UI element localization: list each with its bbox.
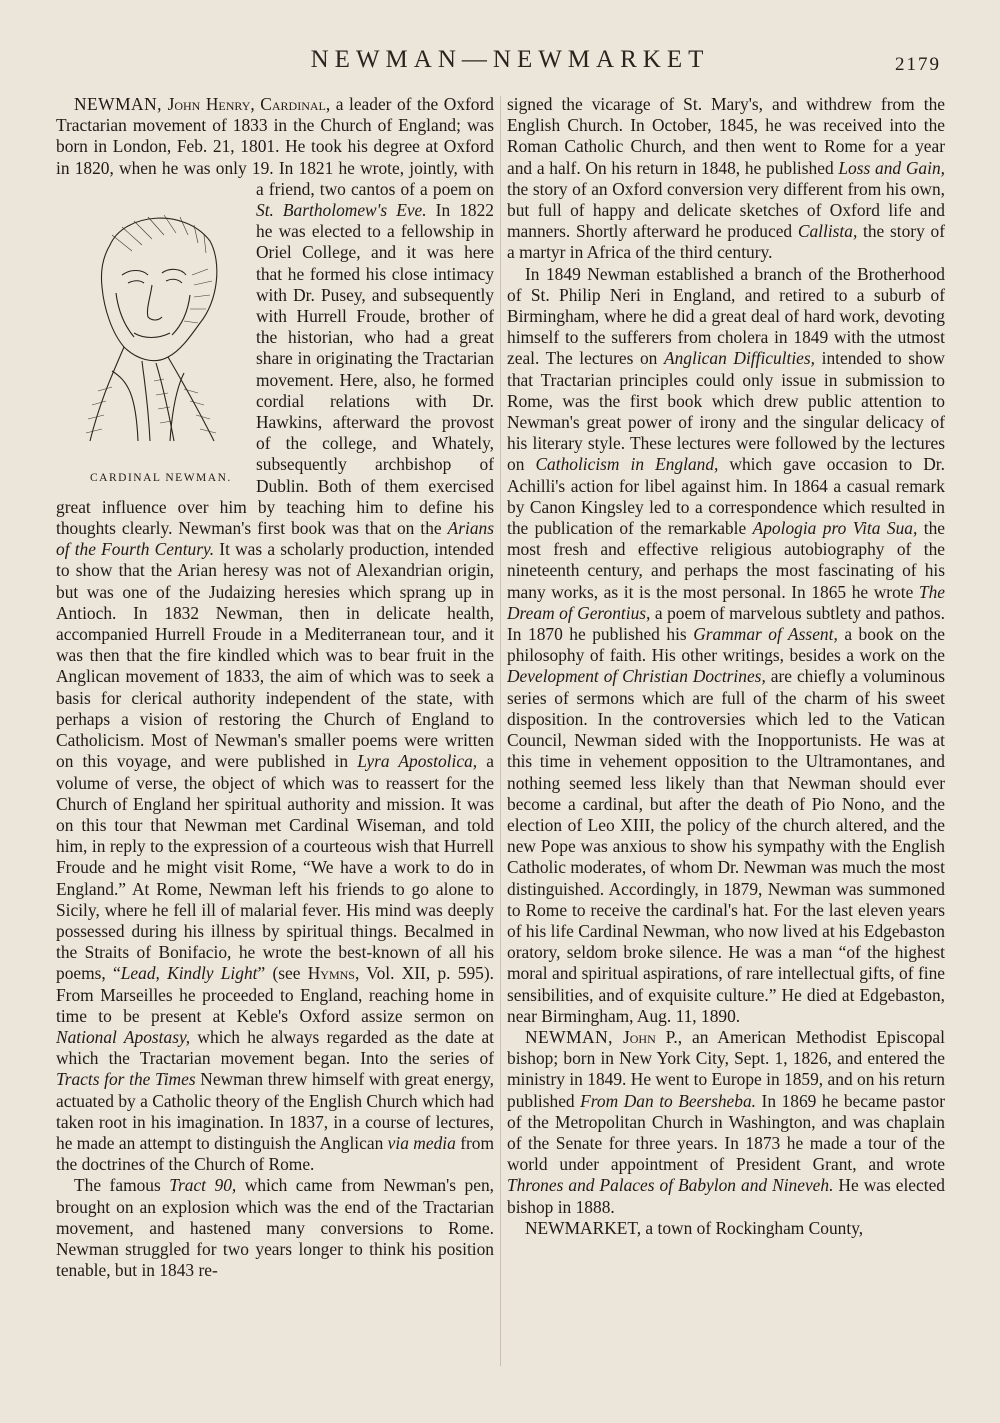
body-text: are chiefly a voluminous series of sermons which are full of the charm of his sweet disposition. In the controversies which led to the Vatican Council, Newman sided with the Inopportunists. He was at this time in vehement opposition to the Ultramontanes, and nothing seemed less likely than that Newman should ever become a cardinal, but after the death of Pio Nono, and the election of Leo XIII, the policy of the church altered, and the new Pope was anxious to show his sympathy with the English Catholic moderates, of whom Dr. Newman was much the most distinguished. Accordingly, in 1879, Newman was summoned to Rome to receive the cardinal's hat. For the last eleven years of his life Cardinal Newman, who now lived at his Edgebaston oratory, seldom broke silence. He was a man “of the highest moral and spiritual aspirations, of rare intellectual gifts, of fine sensibilities, and of exquisite culture.” He died at Edgebaston, near Birmingham, Aug. 11, 1890.: [507, 666, 945, 1026]
title-italic: Catholicism in England,: [535, 454, 719, 475]
figure-caption: CARDINAL NEWMAN.: [90, 471, 232, 484]
entry-name: John Henry, Cardinal,: [167, 94, 331, 114]
body-text: an American Methodist Episcopal bishop; born in New York City, Sept. 1, 1826, and entered the ministry in 1849. He went to Europe in 1859, and on his return published: [507, 1026, 945, 1111]
entry-headword: NEWMAN,: [74, 94, 163, 114]
right-column: [507, 94, 945, 1384]
body-text: from the doctrines of the Church of Rome.: [56, 1132, 494, 1175]
title-italic: Arians of the Fourth Century.: [56, 518, 494, 560]
body-text: In 1822 he was elected to a fellowship in Oriel College, and it was here that he formed his close intimacy with Dr. Pusey, and subsequently with Hurrell Froude, brother of the historian, who had a great share in originating the Tractarian movement. Here, also, he formed cordial relations with Dr. Hawkins, afterward the provost of the college, and Whately, subsequently archbishop of Dublin. Both of them exercised great influence over him by teaching him to define his thoughts clearly. Newman's first book was that on the: [56, 200, 494, 539]
title-italic: Development of Christian Doctrines,: [507, 666, 766, 687]
body-text: In 1869 he became pastor of the Metropolitan Church in Washington, and was chaplain of the Senate for three years. In 1873 he made a tour of the world under appointment of President Grant, and wrote: [507, 1090, 945, 1175]
body-text: NEWMARKET, a town of Rockingham County,: [525, 1217, 864, 1238]
title-italic: St. Bartholomew's Eve.: [256, 200, 427, 221]
page-title: NEWMAN—NEWMARKET: [310, 46, 710, 73]
body-text: He was elected bishop in 1888.: [507, 1175, 945, 1217]
body-text: In 1849 Newman established a branch of the Brotherhood of St. Philip Neri in England, and retired to a suburb of Birmingham, where he did a great deal of hard work, devoting himself to the sufferers from cholera in 1849 with the utmost zeal. The lectures on: [507, 263, 945, 369]
body-text: a leader of the Oxford Tractarian movement of 1833 in the Church of England; was born in London, Feb. 21, 1801. He took his degree at Oxford in 1820, when he was only 19. In 1821 he wrote, jointly, with a friend, two cantos of a poem on: [56, 94, 494, 199]
body-text: the story of a martyr in Africa of the third century.: [507, 221, 945, 263]
title-italic: From Dan to Beersheba.: [580, 1090, 757, 1111]
entry-newman-john-henry: [56, 94, 494, 1175]
title-italic: Callista,: [797, 221, 858, 242]
title-italic: Anglican Difficulties,: [663, 348, 816, 369]
title-italic: Grammar of Assent,: [693, 624, 838, 645]
portrait-figure: [56, 179, 250, 484]
title-italic: Thrones and Palaces of Babylon and Nineveh.: [507, 1175, 834, 1196]
body-text: the story of an Oxford conversion very different from his own, but full of happy and delicate sketches of Oxford life and manners. Shortly afterward he produced: [507, 178, 945, 242]
paragraph-tract-90: [56, 1175, 494, 1281]
entry-newmarket: [507, 1218, 945, 1239]
paragraph-1849: [507, 264, 945, 1027]
body-text: , Vol. XII, p. 595). From Marseilles he proceeded to England, reaching home in time to be present at Keble's Oxford assize sermon on: [56, 963, 494, 1026]
body-text: Newman threw himself with great energy, actuated by a Catholic theory of the English Church which had taken root in his imagination. In 1837, in a course of lectures, he made an attempt to distinguish the Anglican: [56, 1069, 494, 1153]
title-italic: Tracts for the Times: [56, 1069, 196, 1090]
column-divider: [500, 96, 501, 1366]
portrait-engraving-icon: [72, 205, 222, 455]
body-text: intended to show that Tractarian principles could only issue in submission to Rome, was the first book which drew public attention to Newman's great power of irony and the singular delicacy of his literary style. These lectures were followed by the lectures on: [507, 348, 945, 475]
title-italic: The Dream of Gerontius,: [507, 581, 945, 623]
body-text: which he always regarded as the date at which the Tractarian movement began. Into the series of: [56, 1026, 494, 1069]
paragraph-continued: [507, 94, 945, 264]
title-italic: via media: [387, 1132, 456, 1153]
page-number: 2179: [895, 54, 941, 75]
body-text: a volume of verse, the object of which was to reassert for the Church of England her spiritual authority and mission. It was on this tour that Newman met Cardinal Wiseman, and told him, in reply to the expression of a courteous wish that Hurrell Froude and he might visit Rome, “We have a work to do in England.” At Rome, Newman left his friends to go alone to Sicily, where he fell ill of malarial fever. His mind was deeply possessed during his illness by spiritual things. Becalmed in the Straits of Bonifacio, he wrote the best-known of all his poems, “: [56, 751, 494, 984]
body-text: It was a scholarly production, intended to show that the Arian heresy was not of Alexandrian origin, but was one of the Judaizing heresies which sprang up in Antioch. In 1832 Newman, then in delicate health, accompanied Hurrell Froude in a Mediterranean tour, and it was then that the fire kindled which was to bear fruit in the Anglican movement of 1833, the aim of which was to seek a basis for clerical authority independent of the state, with perhaps a vision of restoring the Church of England to Catholicism. Most of Newman's smaller poems were written on this voyage, and were published in: [56, 539, 494, 772]
body-text: ” (see: [257, 963, 308, 984]
title-italic: Lead, Kindly Light: [120, 963, 258, 984]
title-italic: National Apostasy,: [56, 1026, 191, 1047]
title-italic: Loss and Gain,: [838, 157, 945, 178]
body-text: which gave occasion to Dr. Achilli's action for libel against him. In 1864 a casual remark by Canon Kingsley led to a correspondence which resulted in the publication of the remarkable: [507, 454, 945, 539]
entry-headword: NEWMAN,: [525, 1026, 614, 1047]
body-text: the most fresh and effective religious autobiography of the nineteenth century, and perhaps the most fascinating of his many works, as it is the most personal. In 1865 he wrote: [507, 518, 945, 602]
left-column: [56, 94, 494, 1384]
body-text: a book on the philosophy of faith. His other writings, besides a work on the: [507, 624, 945, 666]
cross-reference: Hymns: [307, 963, 355, 984]
title-italic: Apologia pro Vita Sua,: [752, 518, 918, 539]
title-italic: Lyra Apostolica,: [357, 751, 478, 772]
running-head: [0, 46, 1000, 86]
body-text: a poem of marvelous subtlety and pathos. In 1870 he published his: [507, 602, 945, 645]
entry-newman-john-p: [507, 1027, 945, 1218]
title-italic: Tract 90,: [169, 1175, 237, 1196]
body-text: The famous: [74, 1175, 170, 1196]
body-text: signed the vicarage of St. Mary's, and withdrew from the English Church. In October, 1845, he was received into the Roman Catholic Church, and then went to Rome for a year and a half. On his return in 1848, he published: [507, 94, 945, 178]
body-text: which came from Newman's pen, brought on an explosion which was the end of the Tractarian movement, and hastened many conversions to Rome. Newman struggled for two years longer to think his position tenable, but in 1843 re-: [56, 1175, 494, 1281]
entry-name: John P.,: [622, 1026, 683, 1047]
